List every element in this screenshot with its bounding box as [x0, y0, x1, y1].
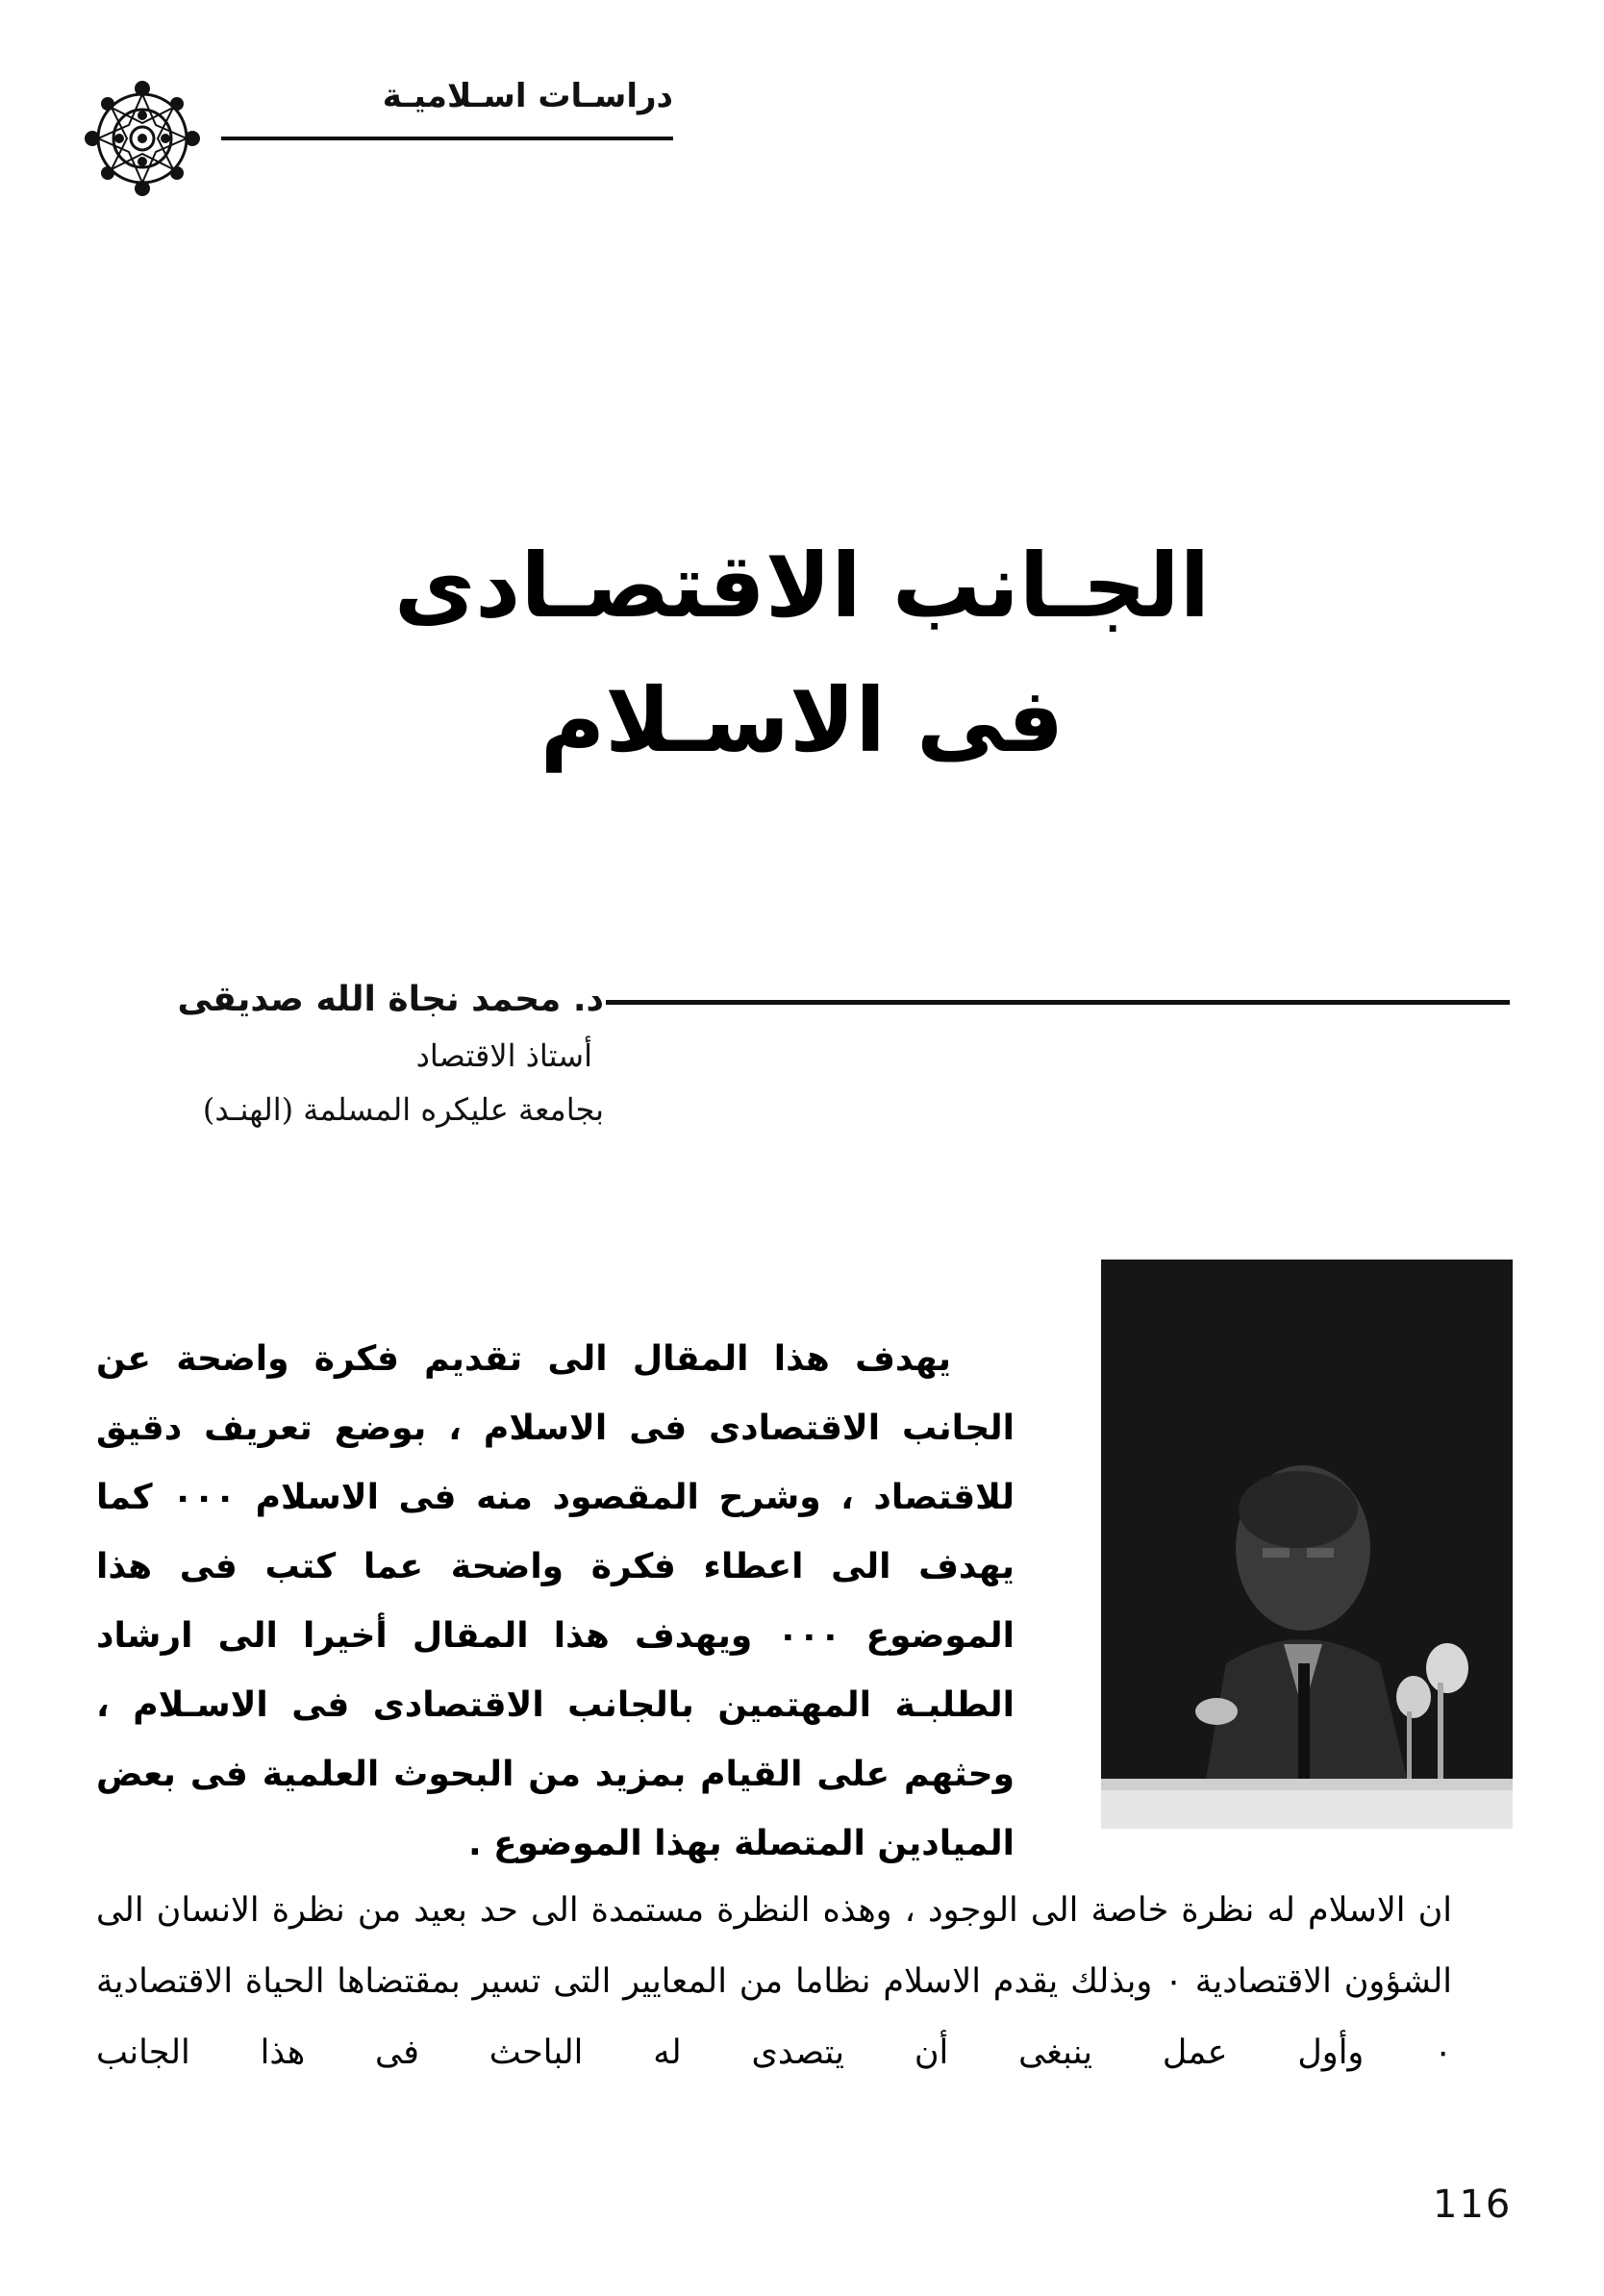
author-affiliation: بجامعة عليكره المسلمة (الهنـد)	[202, 1091, 604, 1128]
article-title-line-1: الجـانب الاقتصـادى	[393, 535, 1211, 637]
author-position: أستاذ الاقتصاد	[415, 1037, 592, 1074]
page-number: 116	[1433, 2183, 1513, 2227]
running-header-title: دراسـات اسـلاميـة	[382, 77, 673, 115]
article-body	[96, 1875, 1510, 2088]
author-block	[65, 971, 604, 1136]
article-title-line-2: فى الاسـلام	[539, 669, 1065, 772]
author-photo	[1101, 1260, 1513, 1829]
author-name: د. محمد نجاة الله صديقى	[177, 980, 604, 1019]
header-rule	[221, 137, 673, 140]
abstract-text: يهدف هذا المقال الى تقديم فكرة واضحة عن الجانب الاقتصادى فى الاسلام ، بوضع تعريف دقيق للاقتصاد ، وشرح المقصود منه فى الاسلام ٠٠٠ كما يهدف الى اعطاء فكرة واضحة عما كتب فى هذا الموضوع ٠٠٠ ويهدف هذا المقال أخيرا الى ارشاد الطلبـة المهتمين بالجانب الاقتصادى فى الاسـلام ، وحثهم على القيام بمزيد من البحوث العلمية فى بعض الميادين المتصلة بهذا الموضوع .	[96, 1339, 1015, 1863]
article-title	[288, 519, 1316, 788]
body-paragraph: ان الاسلام له نظرة خاصة الى الوجود ، وهذه النظرة مستمدة الى حد بعيد من نظرة الانسان الى الشؤون الاقتصادية ٠ وبذلك يقدم الاسلام نظاما من المعايير التى تسير بمقتضاها الحياة الاقتصادية ٠ وأول عمل ينبغى أن يتصدى له الباحث فى هذا الجانب	[96, 1891, 1452, 2072]
article-abstract	[96, 1325, 1015, 1879]
rosette-ornament-icon	[85, 81, 200, 196]
running-header	[221, 67, 673, 144]
author-rule	[606, 1000, 1510, 1005]
